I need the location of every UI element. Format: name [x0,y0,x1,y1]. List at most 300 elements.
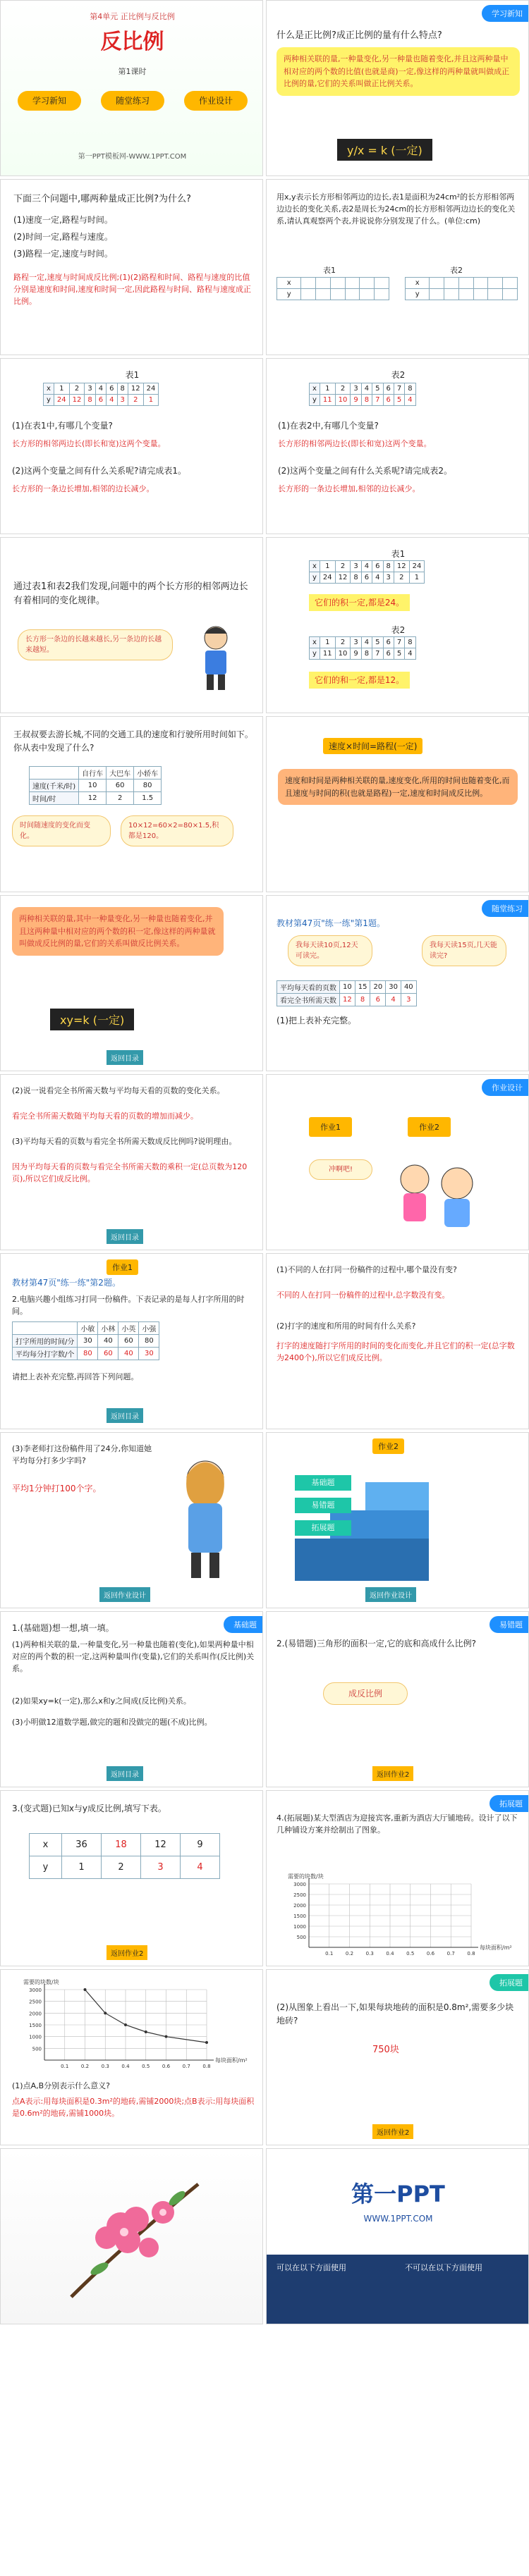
cell: 6 [372,561,383,572]
homework-badge: 作业2 [372,1438,404,1454]
usage-allowed: 可以在以下方面使用 [276,2263,346,2272]
answer-text: 路程一定,速度与时间成反比例;(1)(2)路程和时间、路程与速度的比值分别是速度和时间,速度和时间一定,因此路程与时间、路程与速度成正比例。 [13,273,251,307]
cell: 40 [118,1348,139,1360]
y-tick-label: 2500 [29,1999,42,2005]
question-3: (3)李老师打这份稿件用了24分,你知道她平均每分打多少字吗? [12,1444,152,1466]
brand-url[interactable]: WWW.1PPT.COM [363,2214,433,2224]
peach-blossom-icon [57,2170,212,2311]
section-tag: 易错题 [490,1616,528,1633]
x-tick-label: 0.3 [365,1951,374,1956]
table-1-empty [276,277,389,300]
cell [30,767,79,779]
slide-practice1b [0,1074,263,1250]
question-2: (2)打字的速度和所用的时间有什么关系? [276,1321,416,1331]
cell: 1 [54,383,69,395]
cell: 4 [361,637,372,648]
row-label-y: y [44,395,54,406]
x-tick-label: 0.5 [142,2064,150,2069]
cell: 8 [85,395,95,406]
cell: 3 [141,1856,181,1879]
question-2: (2)从图象上看出一下,如果每块地砖的面积是0.8m²,需要多少块地砖? [276,2002,514,2026]
cell: 5 [394,648,404,660]
cell: 小敏 [78,1322,98,1335]
x-tick-label: 0.6 [162,2064,171,2069]
back-button[interactable]: 返回作业2 [372,1766,413,1781]
cell: 4 [361,383,372,395]
y-tick-label: 3000 [29,1988,42,1993]
exercise-title: 教材第47页"练一练"第1题。 [276,918,385,928]
cell: 2 [107,792,134,805]
bubble-right: 10×12=60×2=80×1.5,积都是120。 [121,815,233,846]
cell: 3 [351,561,361,572]
definition-box: 两种相关联的量,其中一种量变化,另一种量也随着变化,并且这两种量中相对应的两个数的积一定,像这样的两种量就叫做成反比例的量,它们的关系叫做反比例关系。 [12,907,224,956]
x-tick-label: 0.4 [386,1951,394,1956]
y-tick-label: 1000 [29,2034,42,2040]
question-2: (2)时间一定,路程与速度。 [13,232,113,242]
homework-badge: 作业1 [107,1259,138,1275]
cell: 时间/时 [30,792,79,805]
cell: 8 [405,637,415,648]
question-1: (1)速度一定,路程与时间。 [13,215,113,225]
formula-badge: 速度×时间=路程(一定) [323,738,422,754]
exercise-title: 教材第47页"练一练"第2题。 [12,1278,121,1288]
cell: 8 [355,994,370,1006]
cell: 6 [107,383,117,395]
answer-2: 长方形的一条边长增加,相邻的边长减少。 [12,484,154,493]
cell: 4 [95,383,106,395]
table-2-small [309,636,416,660]
slide-homework-menu [266,1074,529,1250]
cell: 打字所用的时间/分 [13,1335,78,1348]
cell: 7 [372,648,383,660]
page-title: 反比例 [100,30,164,54]
x-tick-label: 0.8 [202,2064,211,2069]
cell: 6 [361,572,372,584]
formula-text: y/x = k (一定) [347,144,422,157]
cell: 3 [85,383,95,395]
y-tick-label: 2000 [293,1903,306,1909]
blank-grid-chart [276,1870,516,1961]
data-point [145,2030,147,2033]
slide-homework1c [0,1432,263,1608]
conclusion-box: 速度和时间是两种相关联的量,速度变化,所用的时间也随着变化,而且速度与时间的积(也就是路程)一定,速度和时间成反比例。 [278,769,518,805]
reading-table [276,980,417,1006]
unit-label: 第4单元 正比例与反比例 [90,12,175,21]
cell: 速度(千米/时) [30,779,79,792]
question-1: (1)点A,B分别表示什么意义? [12,2081,110,2090]
cell: 8 [405,383,415,395]
back-button[interactable]: 返回目录 [107,1050,143,1065]
row-label-y: y [310,648,320,660]
question-1: (1)在表2中,有哪几个变量? [278,421,379,431]
cell: 6 [383,383,394,395]
cell: 5 [394,395,404,406]
row-label-y: y [277,289,301,300]
x-tick-label: 0.1 [61,2064,69,2069]
cell: 24 [320,572,335,584]
answer-bubble: 成反比例 [323,1682,408,1705]
cell: 12 [394,561,409,572]
cell: 80 [134,779,162,792]
cell: 6 [95,395,106,406]
row-label-x: x [310,637,320,648]
cell: 9 [181,1834,220,1856]
table-2 [309,383,416,406]
question-2: 2.(易错题)三角形的面积一定,它的底和高成什么比例? [276,1639,476,1648]
cell: 80 [78,1348,98,1360]
credits-footer [267,2255,529,2324]
cell: 10 [335,395,351,406]
cell: 1 [62,1856,102,1879]
extension-button[interactable]: 拓展题 [295,1520,351,1536]
cell: 9 [351,395,361,406]
slide-graph [0,1969,263,2145]
question-1: (1)把上表补充完整。 [276,1016,356,1025]
intro-text: 下面三个问题中,哪两种量成正比例?为什么? [13,194,191,204]
cell: 40 [401,981,416,994]
cell: 2 [335,561,351,572]
cell: 5 [372,637,383,648]
homework-button[interactable]: 作业设计 [184,91,248,111]
x-tick-label: 0.5 [406,1951,415,1956]
answer-3: 平均1分钟打100个字。 [12,1484,102,1493]
cell [13,1322,78,1335]
cell: 2 [69,383,85,395]
x-tick-label: 0.7 [182,2064,190,2069]
teacher-figure-icon [163,1454,248,1581]
row-label-x: x [310,383,320,395]
row-label-x: x [277,278,301,289]
table-2-caption: 表2 [391,625,406,635]
x-tick-label: 0.2 [345,1951,354,1956]
data-point [124,2023,127,2026]
cell: 2 [128,395,143,406]
cell: 平均每分打字数/个 [13,1348,78,1360]
slide-review [266,0,529,176]
data-point [165,2035,168,2038]
cell: 小林 [98,1322,118,1335]
note-text: 请把上表补充完整,再回答下列问题。 [12,1372,139,1381]
back-button[interactable]: 返回作业设计 [99,1587,150,1602]
rect-description: 用x,y表示长方形相邻两边的边长,表1是面积为24cm²的长方形相邻两边边长的变化关系,表2是周长为24cm的长方形相邻两边边长的变化关系,请认真观察两个表,并说说你分别发现了什么。(单位:cm) [276,192,516,226]
cell: 4 [107,395,117,406]
question-1: 1.(基础题)想一想,填一填。 [12,1623,114,1633]
y-tick-label: 500 [32,2046,42,2052]
slide-homework1 [0,1253,263,1429]
cell: 2 [335,637,351,648]
cell: 12 [69,395,85,406]
slide-travel [0,716,263,892]
footer-text: 第一PPT模板网-WWW.1PPT.COM [78,153,187,161]
homework-1-button[interactable]: 作业1 [309,1117,352,1137]
y-tick-label: 2000 [29,2011,42,2017]
y-axis-label: 需要的块数/块 [288,1873,324,1880]
cell: 8 [383,561,394,572]
question-1: (1)在表1中,有哪几个变量? [12,421,113,431]
slide-practice1 [266,895,529,1071]
cell: 30 [78,1335,98,1348]
formula-box [50,1009,134,1030]
x-tick-label: 0.8 [467,1951,475,1956]
observation-text: 通过表1和表2我们发现,问题中的两个长方形的相邻两边长有着相同的变化规律。 [13,581,248,607]
cell: 看完全书所需天数 [277,994,340,1006]
back-button[interactable]: 返回目录 [107,1408,143,1423]
table-2-caption: 表2 [450,266,463,275]
cell: 小轿车 [134,767,162,779]
table-1-caption: 表1 [391,549,406,559]
y-axis-label: 需要的块数/块 [23,1979,59,1985]
cell: 4 [386,994,401,1006]
cell: 4 [405,648,415,660]
data-point [104,2011,107,2014]
bubble-left: 时间随速度的变化而变化。 [12,815,111,846]
cell: 11 [320,648,335,660]
x-axis-label: 每块面积/m² [480,1945,512,1951]
cell: 3 [401,994,416,1006]
cell: 12 [335,572,351,584]
cell: 3 [117,395,128,406]
data-point [84,1988,87,1991]
cell: 60 [107,779,134,792]
sum-highlight: 它们的和一定,都是12。 [309,672,410,689]
cell: 7 [394,383,404,395]
exercise-text: 2.电脑兴趣小组练习打同一份稿件。下表记录的是每人打字所用的时间。 [12,1295,245,1317]
cell: 8 [361,395,372,406]
cell: 12 [141,1834,181,1856]
bubble-left: 我每天读10页,12天可读完。 [288,935,372,966]
basic-button[interactable]: 基础题 [295,1475,351,1491]
x-tick-label: 0.2 [80,2064,90,2069]
cell: 自行车 [79,767,107,779]
practice-button[interactable]: 随堂练习 [101,91,164,111]
table-1-small [309,560,425,584]
slide-questions [0,179,263,355]
cell: 3 [383,572,394,584]
slide-homework2-menu [266,1432,529,1608]
answer-2: 看完全书所需天数随平均每天看的页数的增加而减少。 [12,1111,198,1121]
section-tag: 基础题 [224,1616,262,1633]
cell: 6 [370,994,386,1006]
back-button[interactable]: 返回作业2 [372,2124,413,2139]
answer-1: 长方形的相邻两边长(即长和宽)这两个变量。 [12,439,166,448]
cell: 24 [143,383,159,395]
slide-graph-answer [266,1969,529,2145]
back-button[interactable]: 返回目录 [107,1229,143,1244]
cell: 6 [383,395,394,406]
slide-definition [0,895,263,1071]
slide-tricky [266,1611,529,1787]
slide-summary-tables [266,537,529,713]
lesson-label: 第1课时 [118,67,147,76]
table-caption: 表2 [391,370,406,380]
table-1-caption: 表1 [323,266,336,275]
section-tag: 随堂练习 [482,900,528,917]
cell: 36 [62,1834,102,1856]
question-4: 4.(拓展题)某大型酒店为迎接宾客,重新为酒店大厅铺地砖。设计了以下几种铺设方案并绘制出了图象。 [276,1813,518,1835]
cell: 15 [355,981,370,994]
answer-2: 750块 [372,2045,399,2055]
y-tick-label: 1500 [293,1913,306,1919]
slide-homework1b [266,1253,529,1429]
cell: 9 [351,648,361,660]
bubble-right: 我每天读15页,几天能读完? [422,935,506,966]
cell: 40 [98,1335,118,1348]
answer-1: 点A表示:用每块面积是0.3m²的地砖,需铺2000块;点B表示:用每块面积是0.6m²的地砖,需铺1000块。 [12,2097,255,2119]
cell: 60 [98,1348,118,1360]
y-tick-label: 1000 [293,1924,306,1930]
cell: 24 [54,395,69,406]
cell: 1 [320,637,335,648]
cell: 20 [370,981,386,994]
cell: 12 [128,383,143,395]
cell: 1 [409,572,425,584]
travel-text: 王叔叔要去游长城,不同的交通工具的速度和行驶所用时间如下。你从表中发现了什么? [13,729,253,753]
table-caption: 表1 [125,370,140,380]
back-button[interactable]: 返回作业设计 [365,1587,416,1602]
boy-figure-icon [191,622,241,693]
row-label-y: y [406,289,430,300]
cell: 7 [394,637,404,648]
question-2: (2)这两个变量之间有什么关系呢?请完成表1。 [12,466,187,476]
cell: 8 [351,572,361,584]
cell: 12 [79,792,107,805]
tiles-line-chart [12,1976,252,2074]
cell: 2 [102,1856,141,1879]
speech-bubble: 长方形一条边的长越来越长,另一条边的长越来越短。 [18,629,173,660]
x-tick-label: 0.7 [446,1951,455,1956]
cell: 10 [335,648,351,660]
answer-3: 因为平均每天看的页数与看完全书所需天数的乘积一定(总页数为120页),所以它们成反比例。 [12,1162,248,1184]
cell: 1 [143,395,159,406]
slide-title [0,0,263,176]
cell: y [30,1856,62,1879]
data-point [205,2041,208,2044]
cell: 3 [351,637,361,648]
cell: 8 [361,648,372,660]
answer-1: 长方形的相邻两边长(即长和宽)这两个变量。 [278,439,432,448]
section-tag: 学习新知 [482,5,528,22]
question-3: 3.(变式题)已知x与y成反比例,填写下表。 [12,1804,166,1813]
usage-forbidden: 不可以在以下方面使用 [405,2263,482,2272]
cell: 4 [361,561,372,572]
cell: 1.5 [134,792,162,805]
typing-table [12,1321,159,1360]
question-1: (1)不同的人在打同一份稿件的过程中,哪个量没有变? [276,1265,457,1274]
formula-text: xy=k (一定) [60,1013,125,1027]
cell: 80 [139,1335,159,1348]
homework-2-button[interactable]: 作业2 [408,1117,451,1137]
cell: 30 [139,1348,159,1360]
table-2-empty [405,277,518,300]
slide-extension [266,1790,529,1966]
cell: 5 [372,383,383,395]
row-label-x: x [310,561,320,572]
section-tag: 作业设计 [482,1079,528,1096]
fill-line-3: (3)小明做12道数学题,做完的题和没做完的题(不成)比例。 [12,1718,212,1727]
cell: 1 [320,383,335,395]
cell: 4 [181,1856,220,1879]
fill-line-2: (2)如果xy=k(一定),那么x和y之间成(反比例)关系。 [12,1696,191,1706]
cell: 平均每天看的页数 [277,981,340,994]
step-top [365,1482,429,1510]
slide-basic [0,1611,263,1787]
cell: 60 [118,1335,139,1348]
table-1 [43,383,159,406]
product-highlight: 它们的积一定,都是24。 [309,594,410,611]
slide-observation [0,537,263,713]
slide-table1 [0,358,263,534]
back-button[interactable]: 返回目录 [107,1766,143,1781]
slide-rectangles [266,179,529,355]
x-tick-label: 0.3 [101,2064,109,2069]
cell: 12 [340,994,355,1006]
cell: 7 [372,395,383,406]
cell: 小英 [118,1322,139,1335]
question-3: (3)平均每天看的页数与看完全书所需天数成反比例吗?说明理由。 [12,1137,237,1146]
slide-credits [266,2148,529,2324]
fill-line-1: (1)两种相关联的量,一种量变化,另一种量也随着(变化),如果两种量中相对应的两个数的积一定,这两种量叫作(变量),它们的关系叫作(反比例)关系。 [12,1640,255,1674]
question-2: (2)说一说看完全书所需天数与平均每天看的页数的变化关系。 [12,1086,225,1095]
y-tick-label: 500 [296,1935,306,1940]
cell: 4 [372,572,383,584]
cell: x [30,1834,62,1856]
y-tick-label: 2500 [293,1892,306,1898]
slide-variant [0,1790,263,1966]
cartoon-figures-icon [387,1151,492,1228]
section-tag: 拓展题 [490,1974,528,1991]
back-button[interactable]: 返回作业2 [107,1945,147,1960]
row-label-x: x [44,383,54,395]
formula-box [337,139,432,161]
x-tick-label: 0.6 [426,1951,435,1956]
brand-logo: 第一PPT [351,2181,445,2207]
cell: 4 [405,395,415,406]
cell: 6 [383,648,394,660]
learn-button[interactable]: 学习新知 [18,91,81,111]
review-question: 什么是正比例?成正比例的量有什么特点? [276,30,442,41]
y-tick-label: 3000 [293,1882,306,1887]
x-tick-label: 0.1 [325,1951,334,1956]
row-label-x: x [406,278,430,289]
cell: 8 [117,383,128,395]
cell: 10 [340,981,355,994]
cheer-bubble: 冲啊吧! [309,1159,372,1180]
cell: 大巴车 [107,767,134,779]
cell: 18 [102,1834,141,1856]
cell: 小强 [139,1322,159,1335]
tricky-button[interactable]: 易错题 [295,1498,351,1513]
answer-2: 长方形的一条边长增加,相邻的边长减少。 [278,484,420,493]
slide-speed-time [266,716,529,892]
cell: 2 [335,383,351,395]
row-label-y: y [310,572,320,584]
cell: 3 [351,383,361,395]
review-answer: 两种相关联的量,一种量变化,另一种量也随着变化,并且这两种量中相对应的两个数的比值(也就是商)一定,像这样的两种量就叫做成正比例的量,它们的关系叫做正比例关系。 [276,47,520,96]
row-label-y: y [310,395,320,406]
question-3: (3)路程一定,速度与时间。 [13,249,113,259]
section-tag: 拓展题 [490,1795,528,1812]
cell: 10 [79,779,107,792]
y-tick-label: 1500 [29,2023,42,2028]
travel-table [29,766,162,805]
cell: 30 [386,981,401,994]
cell: 6 [383,637,394,648]
answer-1: 不同的人在打同一份稿件的过程中,总字数没有变。 [276,1290,450,1300]
step-base [295,1539,429,1581]
cell: 1 [320,561,335,572]
cell: 24 [409,561,425,572]
slide-flowers [0,2148,263,2324]
